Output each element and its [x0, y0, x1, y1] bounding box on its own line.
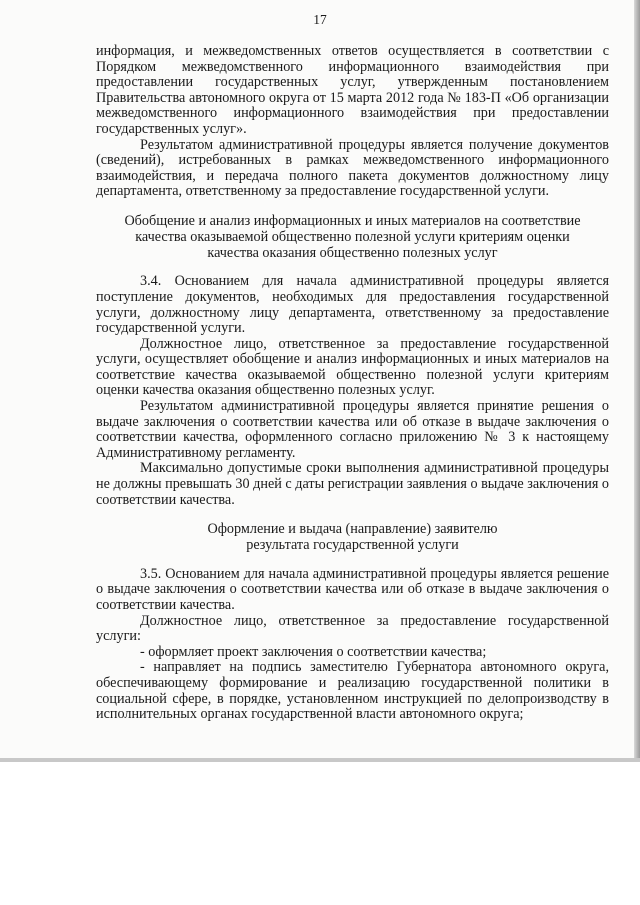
- heading-line: качества оказания общественно полезных услуг: [207, 244, 498, 261]
- page-edge-shadow: [634, 0, 640, 762]
- paragraph: 3.4. Основанием для начала административной процедуры является поступление документов, необходимых для предоставления государственной услуги, должностному лицу департамента, ответственному за предоставление государственной услуги.: [96, 273, 609, 337]
- list-item: - оформляет проект заключения о соответствии качества;: [140, 643, 487, 660]
- heading-line: Обобщение и анализ информационных и иных материалов на соответствие: [124, 212, 581, 229]
- list-item: - направляет на подпись заместителю Губернатора автономного округа, обеспечивающему формирование и реализацию государственной политики в социальной сфере, в порядке, установленном инструкцией по делопроизводству в исполнительных органах государственной власти автономного округа;: [96, 659, 609, 723]
- heading-line: Оформление и выдача (направление) заявителю: [207, 521, 498, 538]
- page-bottom-edge: [0, 758, 640, 762]
- paragraph: Должностное лицо, ответственное за предоставление государственной услуги:: [96, 612, 609, 645]
- paragraph: Максимально допустимые сроки выполнения административной процедуры не должны превышать 30 дней с даты регистрации заявления о выдаче заключения о соответствии качества.: [96, 460, 609, 508]
- paragraph: информация, и межведомственных ответов осуществляется в соответствии с Порядком межведомственного информационного взаимодействия при предоставлении государственных услуг, утвержденным постановлением Правительства автономного округа от 15 марта 2012 года № 183-П «Об организации межведомственного информационного взаимодействия при предоставлении государственных услуг».: [96, 43, 609, 137]
- paragraph: Результатом административной процедуры является принятие решения о выдаче заключения о соответствии качества или об отказе в выдаче заключения о соответствии качества, оформленного согласно приложению № 3 к настоящему Административному регламенту.: [96, 398, 609, 461]
- section-heading-issuance: [96, 522, 609, 554]
- paragraph: 3.5. Основанием для начала административной процедуры является решение о выдаче заключения о соответствии качества или об отказе в выдаче заключения о соответствии качества.: [96, 565, 609, 614]
- heading-line: качества оказываемой общественно полезной услуги критериям оценки: [135, 228, 570, 245]
- paragraph: Должностное лицо, ответственное за предоставление государственной услуги, осуществляет обобщение и анализ информационных и иных материалов на соответствие качества оказываемой общественно полезной услуги критериям оценки качества оказания общественно полезных услуг.: [96, 335, 609, 399]
- heading-line: результата государственной услуги: [246, 537, 459, 554]
- section-heading-analysis: [96, 214, 609, 261]
- paragraph: Результатом административной процедуры является получение документов (сведений), истребованных в рамках межведомственного информационного взаимодействия, и передача полного пакета документов должностному лицу департамента, ответственному за предоставление государственной услуги.: [96, 136, 609, 200]
- page-number: 17: [313, 12, 327, 27]
- document-body: [96, 44, 609, 723]
